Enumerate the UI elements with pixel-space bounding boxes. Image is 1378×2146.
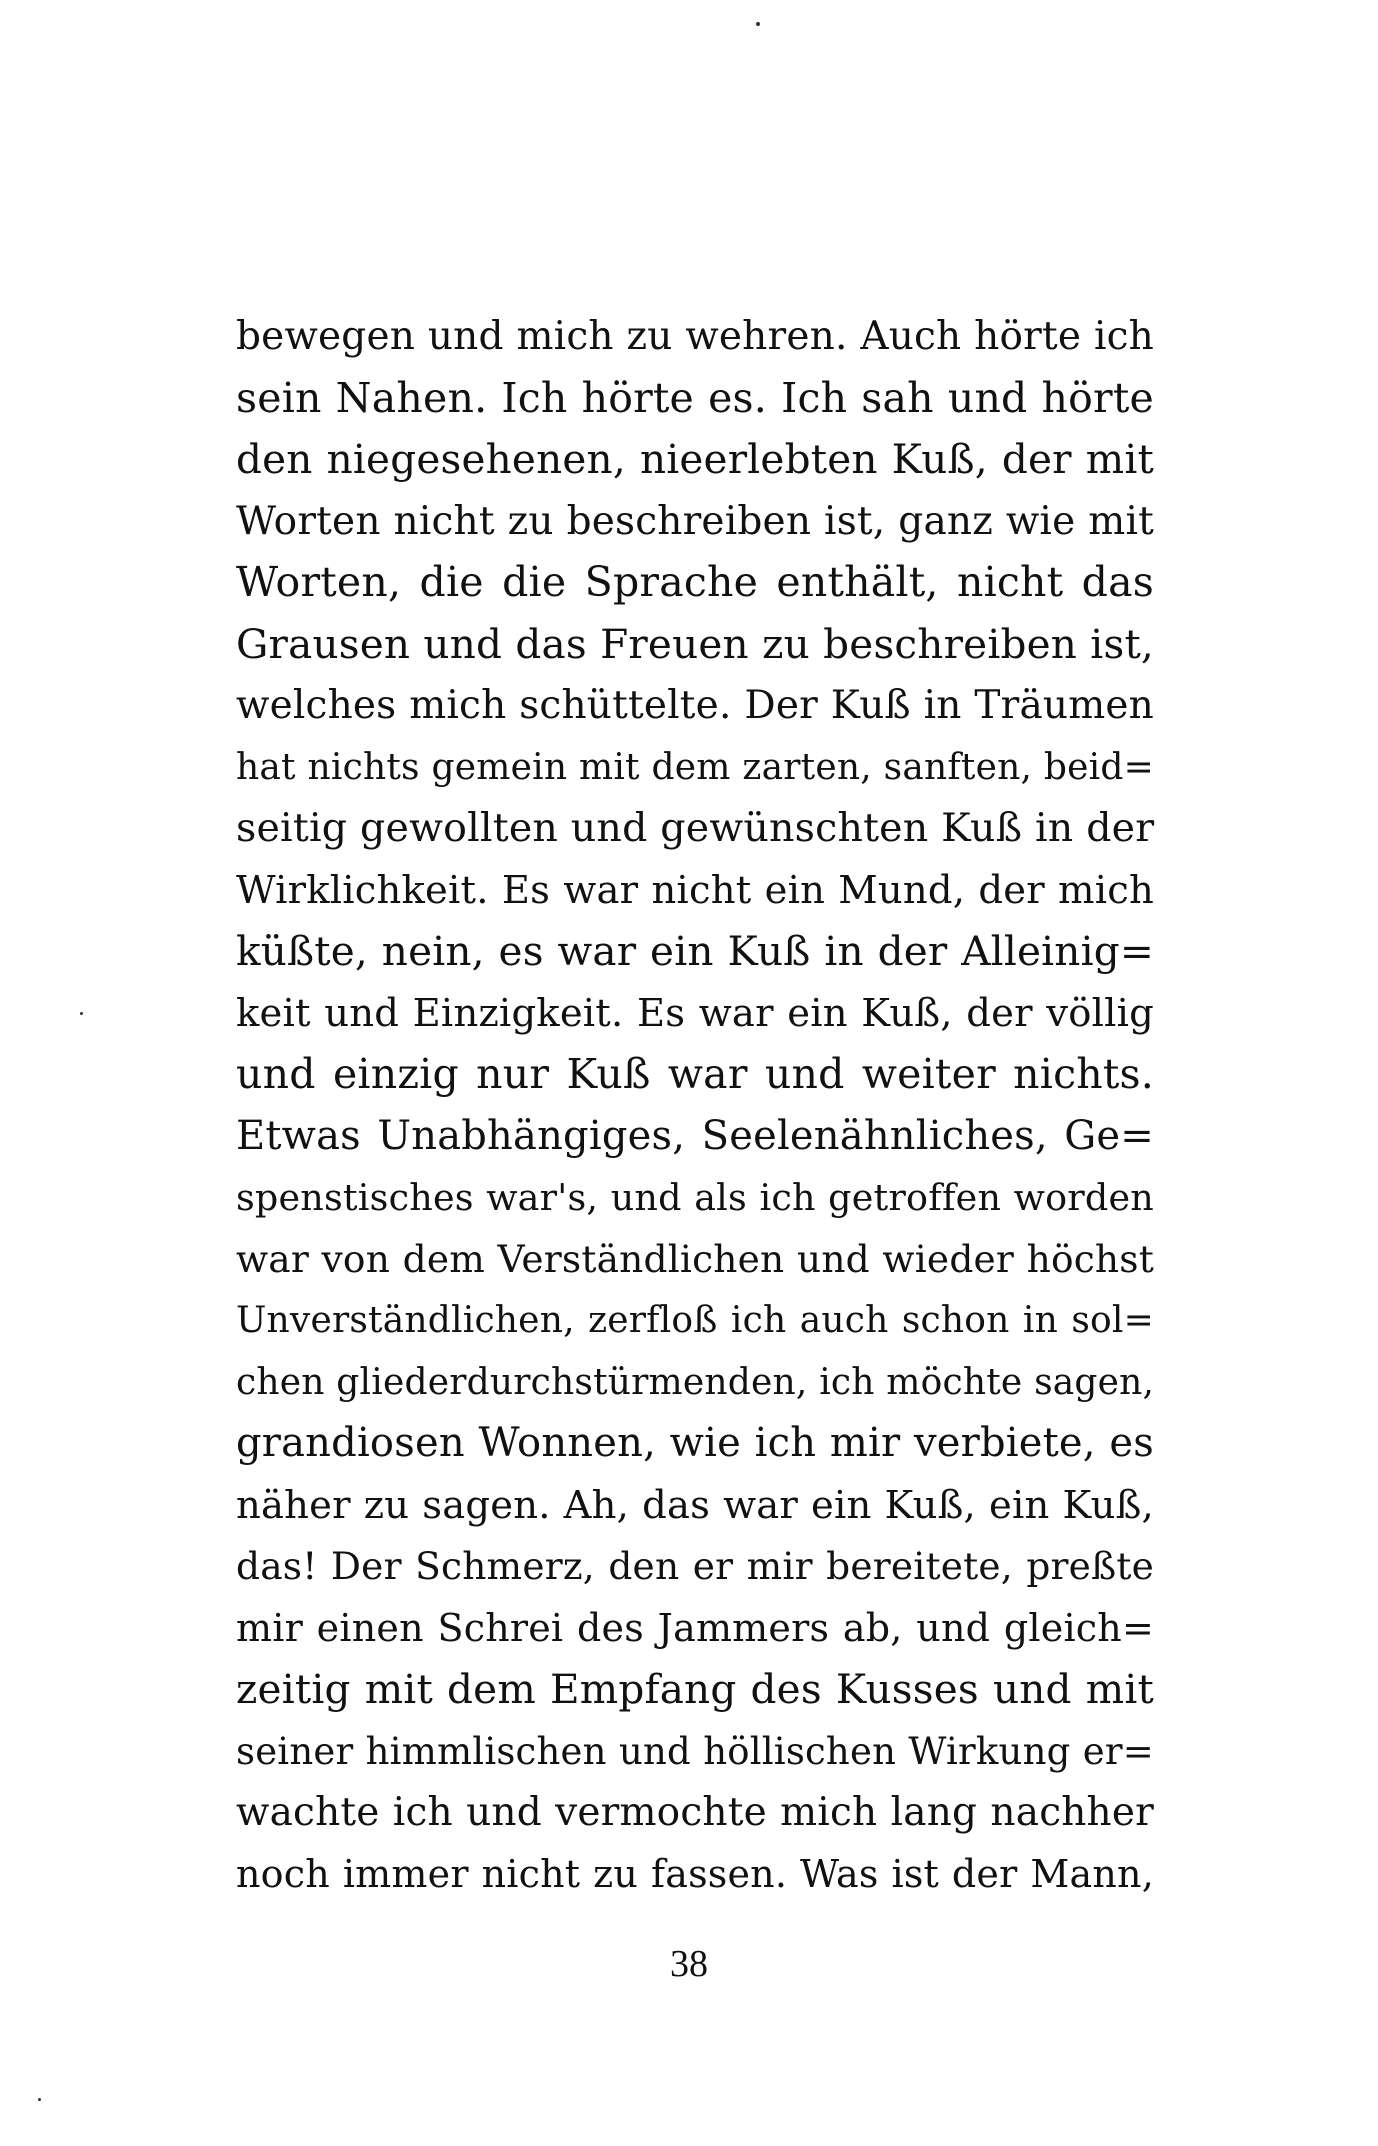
text-line: das! Der Schmerz, den er mir bereitete, preßte (236, 1544, 1154, 1588)
text-line: chen gliederdurchstürmenden, ich möchte sagen, (236, 1361, 1155, 1403)
text-line: war von dem Verständlichen und wieder höchst (236, 1236, 1154, 1281)
scan-speck (38, 2098, 41, 2101)
page-number: 38 (670, 1943, 708, 1985)
text-line: seitig gewollten und gewünschten Kuß in der (236, 805, 1155, 851)
scan-speck (756, 22, 760, 26)
text-line: sein Nahen. Ich hörte es. Ich sah und hörte (236, 373, 1154, 422)
text-line: welches mich schüttelte. Der Kuß in Träumen (236, 683, 1154, 728)
scan-speck (80, 1012, 83, 1015)
text-line: und einzig nur Kuß war und weiter nichts. (236, 1050, 1154, 1098)
text-line: Worten, die die Sprache enthält, nicht das (236, 558, 1154, 606)
text-line: bewegen und mich zu wehren. Auch hörte ich (236, 314, 1154, 359)
text-line: den niegesehenen, nieerlebten Kuß, der mit (236, 435, 1154, 483)
text-line: noch immer nicht zu fassen. Was ist der Mann, (236, 1851, 1154, 1896)
body-text (236, 306, 1154, 1905)
text-line: Worten nicht zu beschreiben ist, ganz wie mit (236, 498, 1154, 544)
text-line: Wirklichkeit. Es war nicht ein Mund, der mich (236, 867, 1154, 913)
text-line: seiner himmlischen und höllischen Wirkung er= (236, 1729, 1154, 1773)
text-line: grandiosen Wonnen, wie ich mir verbiete, es (236, 1420, 1154, 1466)
text-line: küßte, nein, es war ein Kuß in der Alleinig= (236, 927, 1154, 975)
text-line: spenstisches war's, und als ich getroffen worden (236, 1176, 1154, 1219)
text-line: wachte ich und vermochte mich lang nachher (236, 1790, 1154, 1835)
text-line: mir einen Schrei des Jammers ab, und gleich= (236, 1605, 1154, 1650)
text-line: Etwas Unabhängiges, Seelenähnliches, Ge= (236, 1112, 1154, 1159)
text-line: hat nichts gemein mit dem zarten, sanften, beid= (236, 746, 1154, 788)
text-line: Grausen und das Freuen zu beschreiben ist, (236, 619, 1154, 668)
text-line: Unverständlichen, zerfloß ich auch schon in sol= (236, 1300, 1154, 1341)
text-line: näher zu sagen. Ah, das war ein Kuß, ein Kuß, (236, 1482, 1154, 1528)
text-line: zeitig mit dem Empfang des Kusses und mit (236, 1665, 1154, 1713)
text-line: keit und Einzigkeit. Es war ein Kuß, der völlig (236, 990, 1154, 1036)
